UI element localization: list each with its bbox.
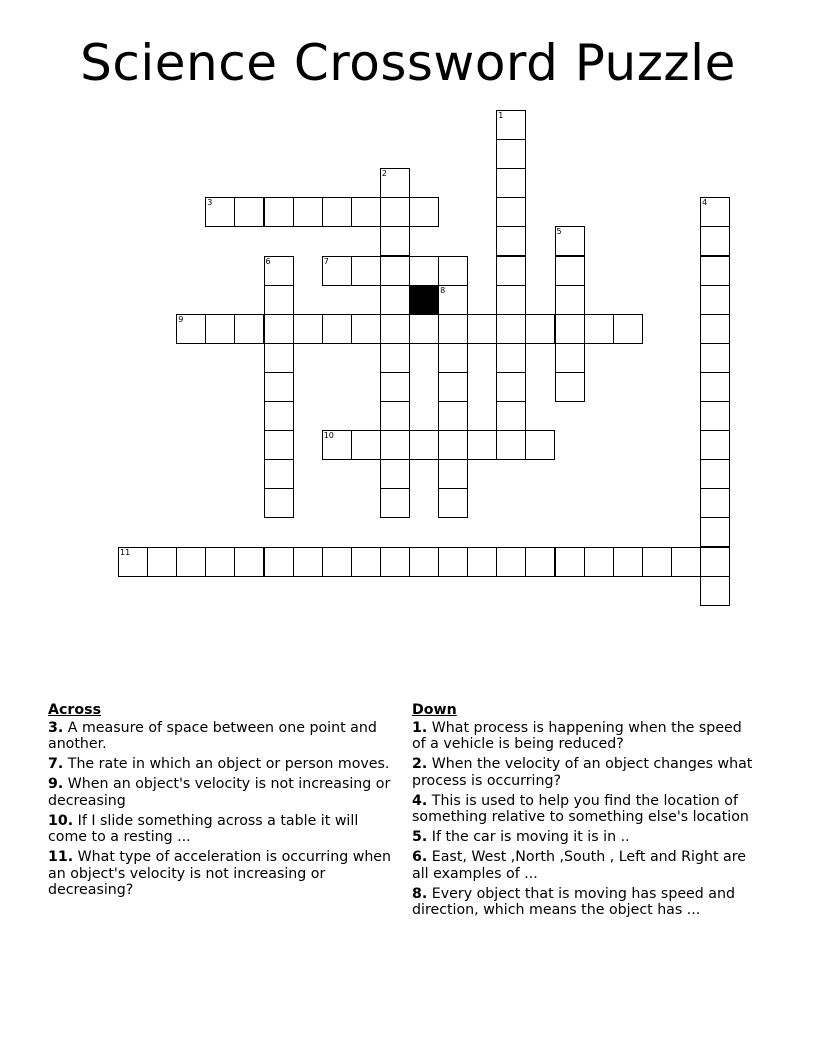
grid-cell[interactable] bbox=[380, 256, 410, 286]
grid-cell[interactable] bbox=[496, 139, 526, 169]
clue-number: 2 bbox=[381, 169, 387, 179]
clue-number: 8 bbox=[440, 285, 446, 295]
grid-cell[interactable] bbox=[322, 547, 352, 577]
black-cell bbox=[409, 285, 439, 315]
grid-cell[interactable] bbox=[525, 314, 555, 344]
grid-cell[interactable] bbox=[176, 314, 206, 344]
clue-number: 10. bbox=[48, 812, 74, 829]
clue-number: 4. bbox=[412, 792, 428, 809]
grid-cell[interactable] bbox=[525, 547, 555, 577]
grid-cell[interactable] bbox=[438, 488, 468, 518]
clue-number: 11 bbox=[120, 547, 131, 557]
grid-cell[interactable] bbox=[264, 459, 294, 489]
grid-cell[interactable] bbox=[380, 285, 410, 315]
grid-cell[interactable] bbox=[496, 110, 526, 140]
grid-cell[interactable] bbox=[555, 343, 585, 373]
grid-cell[interactable] bbox=[555, 285, 585, 315]
grid-cell[interactable] bbox=[380, 401, 410, 431]
grid-cell[interactable] bbox=[700, 576, 730, 606]
grid-cell[interactable] bbox=[700, 459, 730, 489]
grid-cell[interactable] bbox=[351, 430, 381, 460]
clue-number: 5 bbox=[556, 227, 562, 237]
grid-cell[interactable] bbox=[409, 430, 439, 460]
grid-cell[interactable] bbox=[205, 547, 235, 577]
clue-number: 9. bbox=[48, 776, 64, 792]
grid-cell[interactable] bbox=[264, 197, 294, 227]
clue-text: What type of acceleration is occurring when an object's velocity is not increasing or decreasing? bbox=[48, 849, 392, 898]
grid-cell[interactable] bbox=[293, 197, 323, 227]
grid-cell[interactable] bbox=[409, 314, 439, 344]
grid-cell[interactable] bbox=[438, 343, 468, 373]
grid-cell[interactable] bbox=[322, 197, 352, 227]
down-clue bbox=[412, 849, 757, 882]
grid-cell[interactable] bbox=[351, 197, 381, 227]
grid-cell[interactable] bbox=[438, 256, 468, 286]
grid-cell[interactable] bbox=[351, 547, 381, 577]
clue-number: 5. bbox=[412, 829, 428, 845]
clue-text: Every object that is moving has speed and direction, which means the object has ... bbox=[412, 885, 735, 918]
grid-cell[interactable] bbox=[700, 285, 730, 315]
grid-cell[interactable] bbox=[467, 314, 497, 344]
down-clue-list bbox=[412, 720, 757, 919]
down-clue bbox=[412, 720, 757, 753]
grid-cell[interactable] bbox=[467, 430, 497, 460]
clue-number: 11. bbox=[48, 849, 74, 865]
grid-cell[interactable] bbox=[525, 430, 555, 460]
clue-number: 6. bbox=[412, 849, 428, 865]
clue-text: If I slide something across a table it will come to a resting ... bbox=[48, 812, 359, 845]
clue-text: A measure of space between one point and another. bbox=[48, 719, 377, 752]
grid-cell[interactable] bbox=[700, 401, 730, 431]
grid-cell[interactable] bbox=[409, 547, 439, 577]
grid-cell[interactable] bbox=[322, 314, 352, 344]
grid-cell[interactable] bbox=[409, 256, 439, 286]
clue-number: 9 bbox=[178, 314, 184, 324]
grid-cell[interactable] bbox=[380, 459, 410, 489]
grid-cell[interactable] bbox=[380, 488, 410, 518]
across-clue bbox=[48, 776, 393, 809]
grid-cell[interactable] bbox=[555, 314, 585, 344]
grid-cell[interactable] bbox=[234, 547, 264, 577]
grid-cell[interactable] bbox=[700, 488, 730, 518]
grid-cell[interactable] bbox=[555, 256, 585, 286]
grid-cell[interactable] bbox=[264, 488, 294, 518]
across-clues bbox=[48, 702, 393, 902]
down-clue bbox=[412, 886, 757, 919]
clue-number: 8. bbox=[412, 885, 428, 902]
clue-number: 4 bbox=[702, 198, 708, 208]
clue-text: This is used to help you find the location of something relative to something else's location bbox=[412, 792, 749, 825]
grid-cell[interactable] bbox=[409, 197, 439, 227]
clue-number: 10 bbox=[323, 431, 334, 441]
grid-cell[interactable] bbox=[438, 314, 468, 344]
grid-cell[interactable] bbox=[351, 256, 381, 286]
grid-cell[interactable] bbox=[496, 547, 526, 577]
puzzle-title: Science Crossword Puzzle bbox=[80, 34, 736, 92]
grid-cell[interactable] bbox=[264, 430, 294, 460]
grid-cell[interactable] bbox=[438, 285, 468, 315]
across-clue bbox=[48, 720, 393, 753]
grid-cell[interactable] bbox=[613, 314, 643, 344]
down-clue bbox=[412, 793, 757, 826]
clue-number: 1 bbox=[498, 111, 504, 120]
clue-text: The rate in which an object or person moves. bbox=[63, 756, 390, 772]
grid-cell[interactable] bbox=[496, 314, 526, 344]
clue-text: When the velocity of an object changes what process is occurring? bbox=[412, 756, 753, 789]
grid-cell[interactable] bbox=[700, 197, 730, 227]
grid-cell[interactable] bbox=[700, 314, 730, 344]
grid-cell[interactable] bbox=[234, 314, 264, 344]
grid-cell[interactable] bbox=[264, 256, 294, 286]
grid-cell[interactable] bbox=[700, 256, 730, 286]
grid-cell[interactable] bbox=[496, 401, 526, 431]
clue-number: 7 bbox=[323, 256, 329, 266]
grid-cell[interactable] bbox=[642, 547, 672, 577]
across-clue-list bbox=[48, 720, 393, 899]
grid-cell[interactable] bbox=[496, 197, 526, 227]
grid-cell[interactable] bbox=[205, 314, 235, 344]
grid-cell[interactable] bbox=[671, 547, 701, 577]
grid-cell[interactable] bbox=[147, 547, 177, 577]
grid-cell[interactable] bbox=[438, 430, 468, 460]
grid-cell[interactable] bbox=[467, 547, 497, 577]
grid-cell[interactable] bbox=[613, 547, 643, 577]
grid-cell[interactable] bbox=[496, 430, 526, 460]
grid-cell[interactable] bbox=[700, 430, 730, 460]
grid-cell[interactable] bbox=[496, 372, 526, 402]
down-clue bbox=[412, 756, 757, 789]
clue-number: 7. bbox=[48, 756, 64, 772]
grid-cell[interactable] bbox=[700, 226, 730, 256]
grid-cell[interactable] bbox=[438, 459, 468, 489]
grid-cell[interactable] bbox=[380, 197, 410, 227]
grid-cell[interactable] bbox=[322, 256, 352, 286]
grid-cell[interactable] bbox=[496, 343, 526, 373]
grid-cell[interactable] bbox=[293, 547, 323, 577]
grid-cell[interactable] bbox=[380, 430, 410, 460]
across-clue bbox=[48, 813, 393, 846]
down-clue bbox=[412, 829, 757, 846]
grid-cell[interactable] bbox=[264, 285, 294, 315]
grid-cell[interactable] bbox=[264, 314, 294, 344]
grid-cell[interactable] bbox=[438, 372, 468, 402]
grid-cell[interactable] bbox=[380, 168, 410, 198]
grid-cell[interactable] bbox=[496, 226, 526, 256]
grid-cell[interactable] bbox=[496, 256, 526, 286]
grid-cell[interactable] bbox=[234, 197, 264, 227]
clue-number: 3 bbox=[207, 198, 213, 208]
clue-number: 6 bbox=[265, 256, 271, 266]
grid-cell[interactable] bbox=[380, 314, 410, 344]
grid-cell[interactable] bbox=[700, 343, 730, 373]
grid-cell[interactable] bbox=[176, 547, 206, 577]
grid-cell[interactable] bbox=[700, 372, 730, 402]
grid-cell[interactable] bbox=[264, 343, 294, 373]
across-clue bbox=[48, 849, 393, 899]
clue-text: What process is happening when the speed of a vehicle is being reduced? bbox=[412, 719, 742, 752]
grid-cell[interactable] bbox=[700, 547, 730, 577]
grid-cell[interactable] bbox=[380, 226, 410, 256]
grid-cell[interactable] bbox=[264, 547, 294, 577]
grid-cell[interactable] bbox=[438, 547, 468, 577]
grid-cell[interactable] bbox=[293, 314, 323, 344]
grid-cell[interactable] bbox=[322, 430, 352, 460]
down-heading: Down bbox=[412, 702, 457, 718]
across-clue bbox=[48, 756, 393, 773]
grid-cell[interactable] bbox=[380, 343, 410, 373]
grid-cell[interactable] bbox=[555, 372, 585, 402]
grid-cell[interactable] bbox=[555, 226, 585, 256]
down-clues bbox=[412, 702, 757, 922]
grid-cell[interactable] bbox=[264, 372, 294, 402]
clue-text: If the car is moving it is in .. bbox=[427, 829, 630, 845]
grid-cell[interactable] bbox=[584, 314, 614, 344]
grid-cell[interactable] bbox=[555, 547, 585, 577]
clue-number: 3. bbox=[48, 719, 64, 736]
grid-cell[interactable] bbox=[205, 197, 235, 227]
grid-cell[interactable] bbox=[438, 401, 468, 431]
grid-cell[interactable] bbox=[351, 314, 381, 344]
across-heading: Across bbox=[48, 702, 102, 718]
clue-text: East, West ,North ,South , Left and Right are all examples of ... bbox=[412, 849, 746, 882]
grid-cell[interactable] bbox=[700, 517, 730, 547]
grid-cell[interactable] bbox=[380, 372, 410, 402]
grid-cell[interactable] bbox=[496, 168, 526, 198]
grid-cell[interactable] bbox=[584, 547, 614, 577]
clue-text: When an object's velocity is not increasing or decreasing bbox=[48, 776, 391, 809]
clue-number: 1. bbox=[412, 719, 428, 736]
grid-cell[interactable] bbox=[118, 547, 148, 577]
grid-cell[interactable] bbox=[380, 547, 410, 577]
clue-number: 2. bbox=[412, 756, 428, 772]
grid-cell[interactable] bbox=[264, 401, 294, 431]
grid-cell[interactable] bbox=[496, 285, 526, 315]
